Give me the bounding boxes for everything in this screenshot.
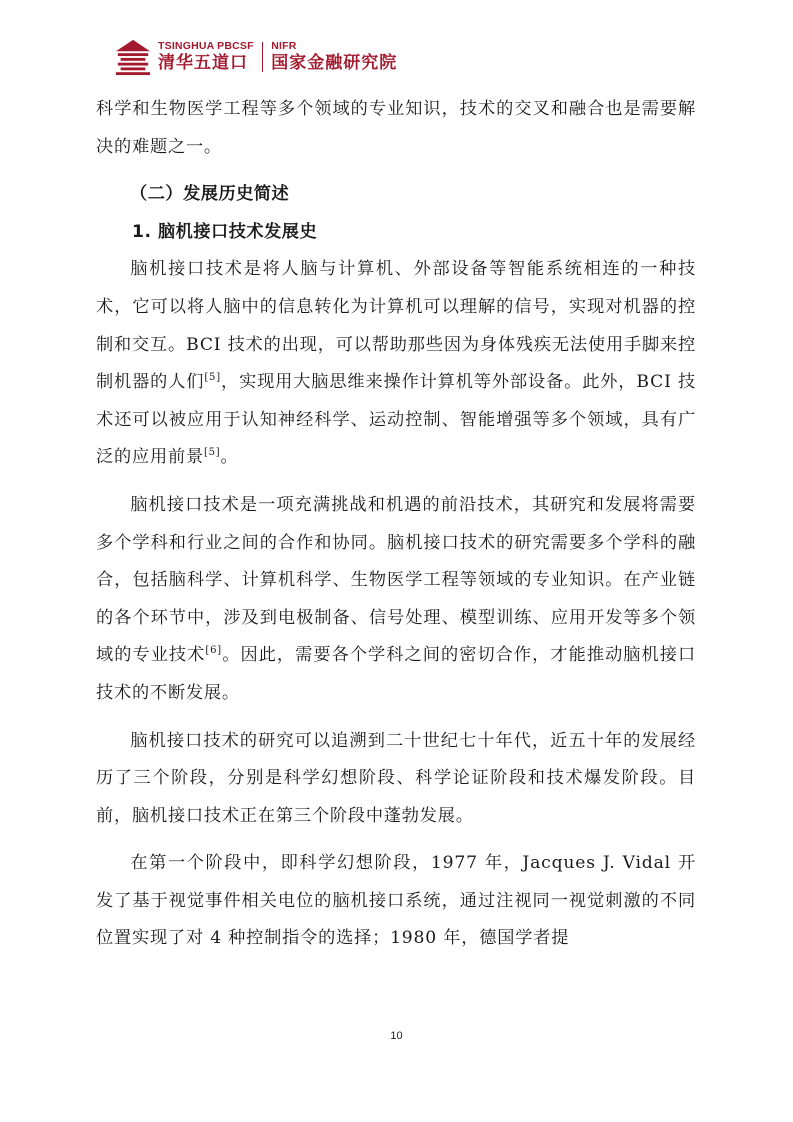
page-body <box>96 91 696 958</box>
page-header <box>114 36 397 78</box>
logo-english-name: TSINGHUA PBCSF <box>158 40 254 52</box>
nifr-english-name: NIFR <box>271 40 297 52</box>
paragraph-2-text-b: 。因此，需要各个学科之间的密切合作，才能推动脑机接口技术的不断发展。 <box>96 645 696 703</box>
continuation-paragraph: 科学和生物医学工程等多个领域的专业知识，技术的交叉和融合也是需要解决的难题之一。 <box>96 99 696 157</box>
paragraph-3: 脑机接口技术的研究可以追溯到二十世纪七十年代，近五十年的发展经历了三个阶段，分别是科学幻想阶段、科学论证阶段和技术爆发阶段。目前，脑机接口技术正在第三个阶段中蓬勃发展。 <box>96 730 696 826</box>
logo-text-group <box>158 40 254 74</box>
subsection-heading: 1. 脑机接口技术发展史 <box>132 221 318 242</box>
paragraph-2-text-a: 脑机接口技术是一项充满挑战和机遇的前沿技术，其研究和发展将需要多个学科和行业之间的合作和协同。脑机接口技术的研究需要多个学科的融合，包括脑科学、计算机科学、生物医学工程等领域的专业知识。在产业链的各个环节中，涉及到电极制备、信号处理、模型训练、应用开发等多个领域的专业技术 <box>96 494 696 666</box>
logo-chinese-name: 清华五道口 <box>158 53 248 73</box>
paragraph-1 <box>96 251 696 477</box>
logo-divider <box>262 42 264 72</box>
paragraph-2 <box>96 487 696 713</box>
citation-ref: [6] <box>205 645 222 657</box>
paragraph-1-text-b: ，实现用大脑思维来操作计算机等外部设备。此外，BCI 技术还可以被应用于认知神经科学、运动控制、智能增强等多个领域，具有广泛的应用前景 <box>96 372 696 468</box>
page-number: 10 <box>390 1030 403 1042</box>
section-heading: （二）发展历史简述 <box>130 184 290 205</box>
citation-ref: [5] <box>204 372 221 384</box>
nifr-chinese-name: 国家金融研究院 <box>271 53 398 73</box>
tsinghua-pbcsf-logo-icon <box>114 38 152 76</box>
paragraph-1-text-a: 脑机接口技术是将人脑与计算机、外部设备等智能系统相连的一种技术，它可以将人脑中的信息转化为计算机可以理解的信号，实现对机器的控制和交互。BCI 技术的出现，可以帮助那些因为身体残疾无法使用手脚来控制机器的人们 <box>96 259 696 393</box>
paragraph-1-text-c: 。 <box>220 447 239 468</box>
citation-ref: [5] <box>203 447 221 459</box>
nifr-text-group <box>271 40 397 74</box>
paragraph-4: 在第一个阶段中，即科学幻想阶段，1977 年，Jacques J. Vidal 开发了基于视觉事件相关电位的脑机接口系统，通过注视同一视觉刺激的不同位置实现了对 4 种控制指令的选择；1980 年，德国学者提 <box>96 853 696 949</box>
